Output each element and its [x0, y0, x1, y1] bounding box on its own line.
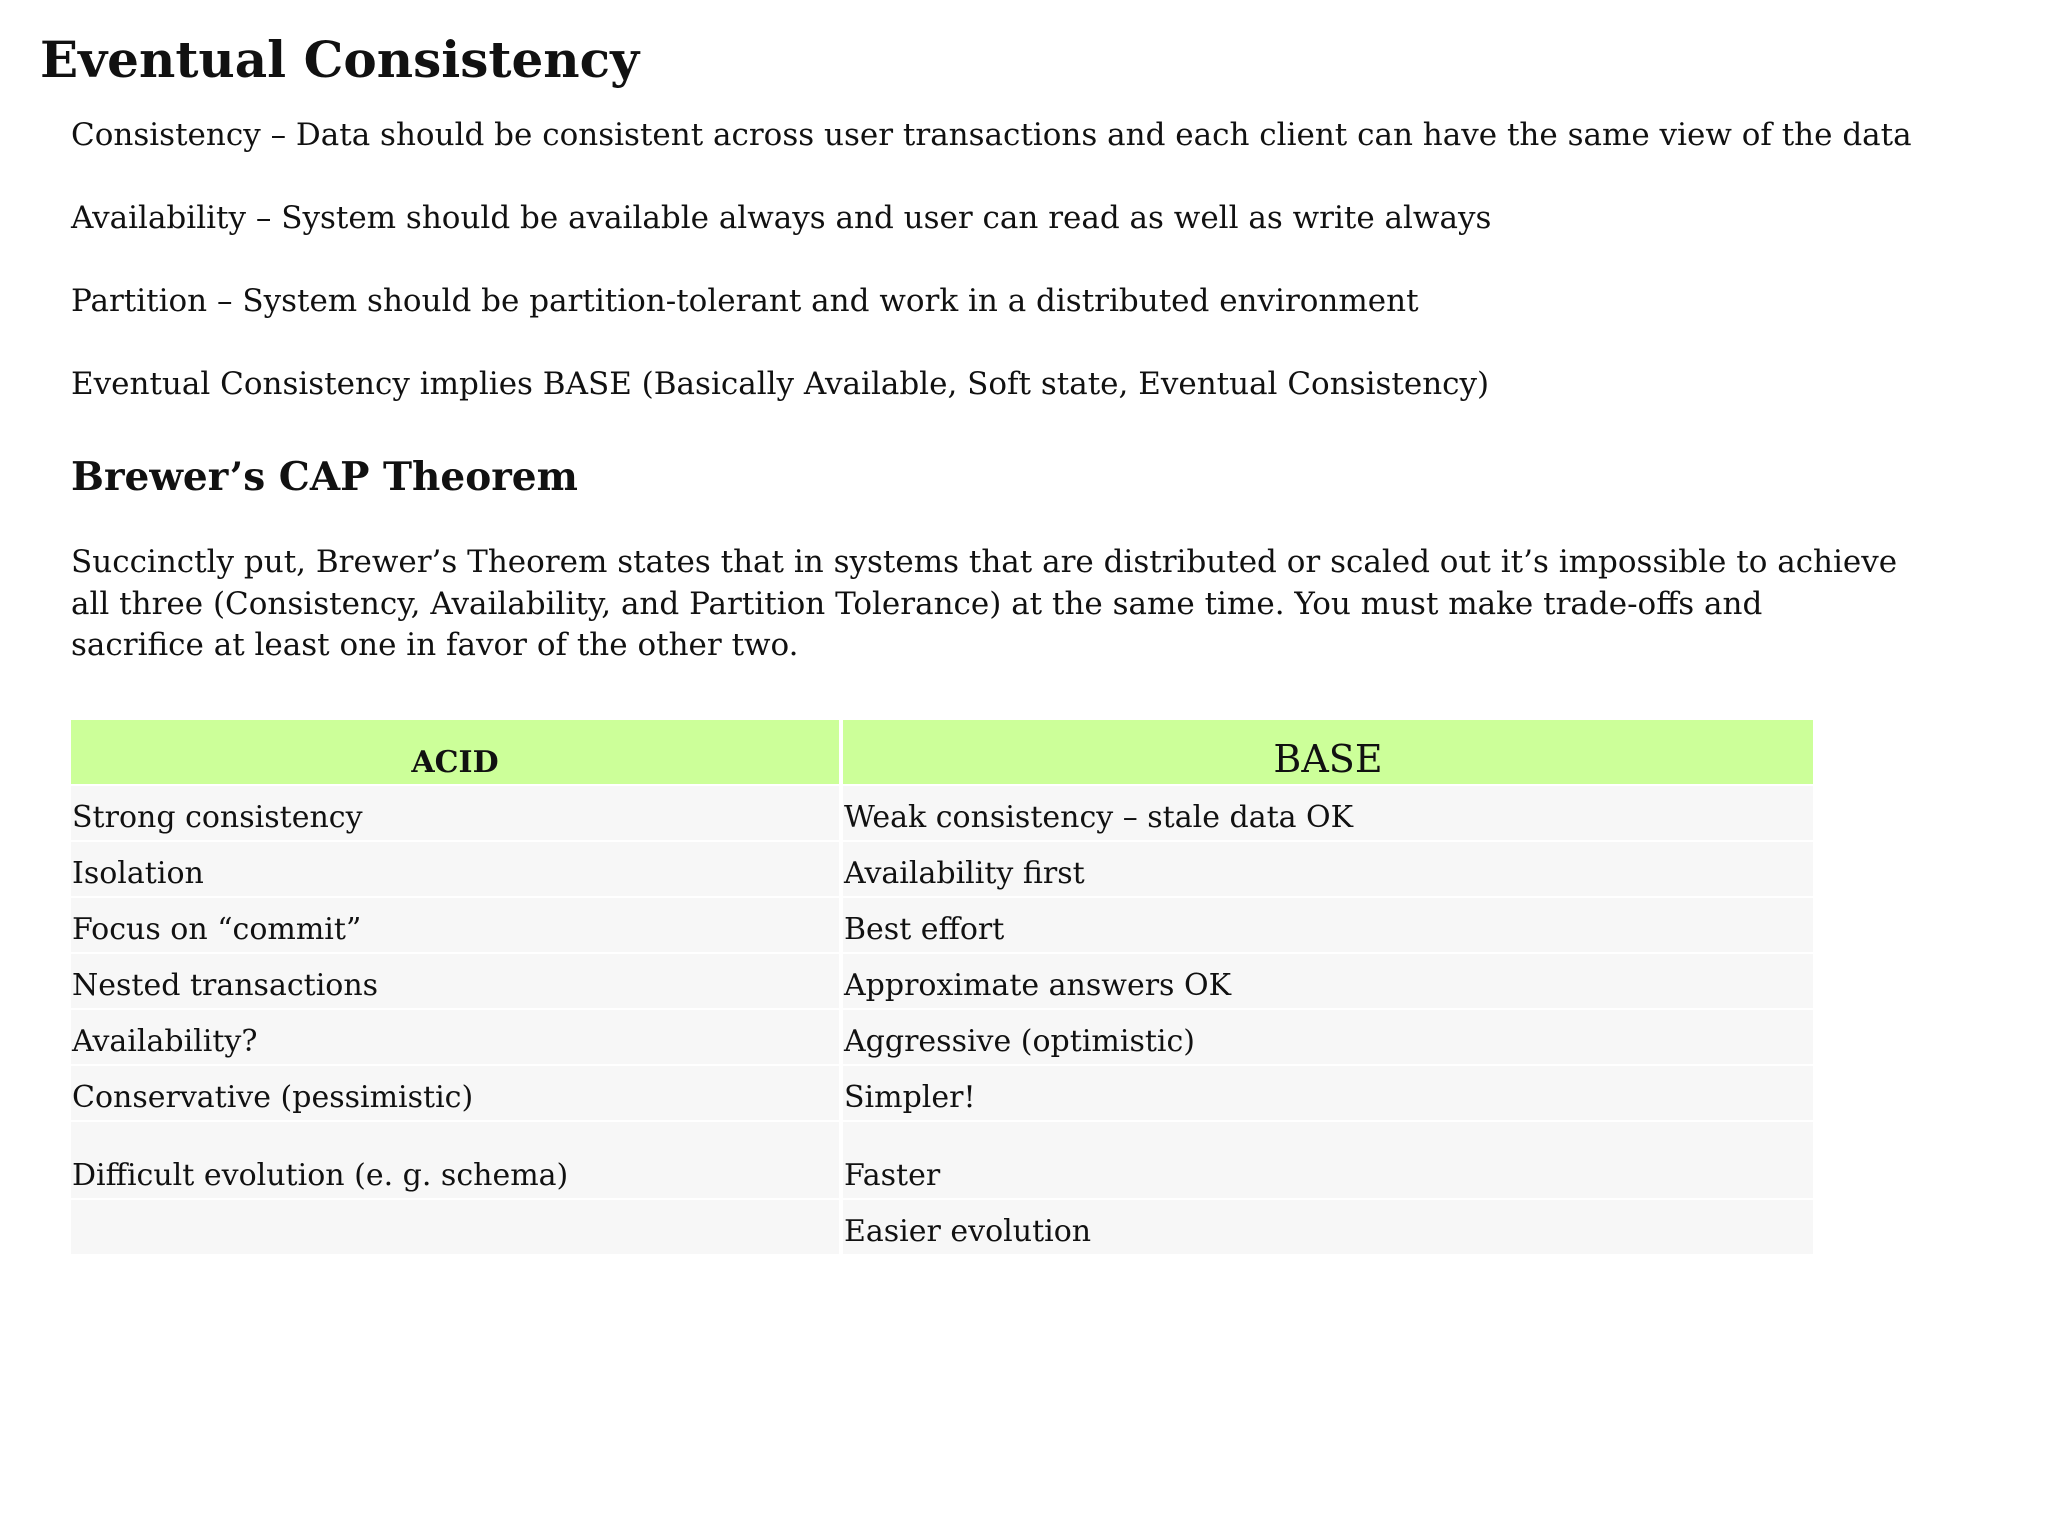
table-row — [71, 1066, 1813, 1120]
cap-summary-line: Succinctly put, Brewer’s Theorem states that in systems that are distributed or scaled out it’s impossible to achieve — [71, 544, 1898, 580]
base-cell: Easier evolution — [843, 1200, 1813, 1254]
table-row — [71, 786, 1813, 840]
table-row — [71, 898, 1813, 952]
acid-cell — [71, 1200, 839, 1254]
base-cell: Aggressive (optimistic) — [843, 1010, 1813, 1064]
cap-heading: Brewer’s CAP Theorem — [71, 454, 578, 500]
table-row — [71, 1122, 1813, 1198]
base-cell: Approximate answers OK — [843, 954, 1813, 1008]
definition-partition: Partition – System should be partition-tolerant and work in a distributed environment — [71, 283, 1419, 319]
base-cell: Availability first — [843, 842, 1813, 896]
table-row — [71, 842, 1813, 896]
acid-cell: Focus on “commit” — [71, 898, 839, 952]
base-cell: Best effort — [843, 898, 1813, 952]
table-row — [71, 1010, 1813, 1064]
cap-summary-line: sacrifice at least one in favor of the other two. — [71, 627, 799, 663]
base-cell: Weak consistency – stale data OK — [843, 786, 1813, 840]
acid-cell: Conservative (pessimistic) — [71, 1066, 839, 1120]
acid-cell: Difficult evolution (e. g. schema) — [71, 1122, 839, 1198]
acid-header: ACID — [71, 720, 839, 784]
definition-consistency: Consistency – Data should be consistent across user transactions and each client can have the same view of the data — [71, 117, 1912, 153]
cap-summary — [71, 542, 1898, 667]
page-title: Eventual Consistency — [40, 30, 640, 89]
table-row — [71, 954, 1813, 1008]
cap-summary-line: all three (Consistency, Availability, and Partition Tolerance) at the same time. You must make trade-offs and — [71, 585, 1763, 622]
table-header-row — [71, 720, 1813, 784]
acid-cell: Availability? — [71, 1010, 839, 1064]
base-header: BASE — [843, 720, 1813, 784]
base-cell: Faster — [843, 1122, 1813, 1198]
acid-cell: Nested transactions — [71, 954, 839, 1008]
definition-base: Eventual Consistency implies BASE (Basically Available, Soft state, Eventual Consistency) — [71, 366, 1490, 402]
table-row — [71, 1200, 1813, 1254]
base-cell: Simpler! — [843, 1066, 1813, 1120]
acid-cell: Isolation — [71, 842, 839, 896]
table-body — [71, 786, 1813, 1254]
definition-availability: Availability – System should be available always and user can read as well as write always — [71, 200, 1492, 236]
acid-base-table — [71, 720, 1813, 1254]
acid-cell: Strong consistency — [71, 786, 839, 840]
